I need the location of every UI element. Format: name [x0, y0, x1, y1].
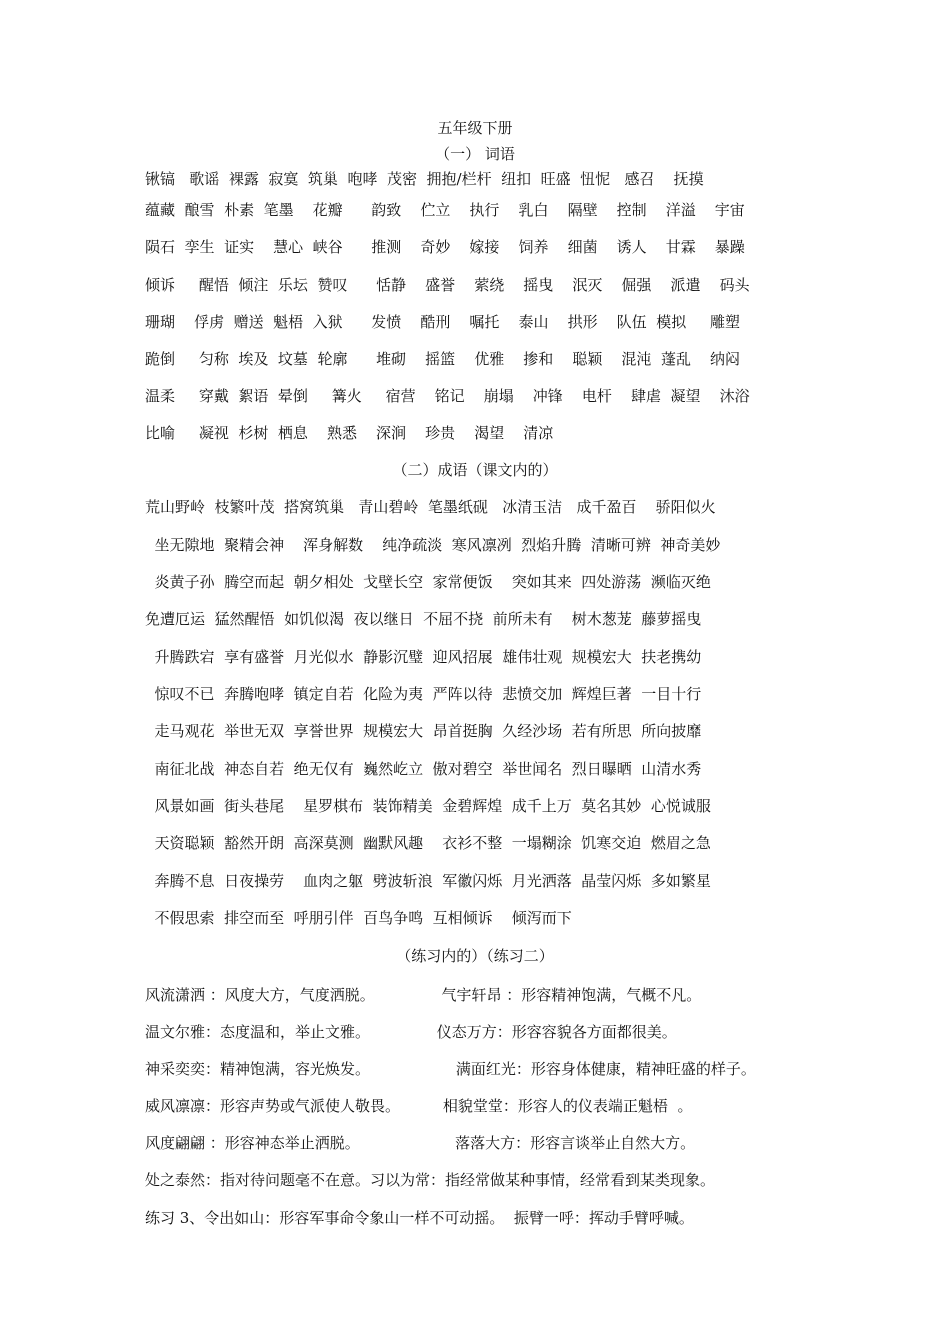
section-heading-exercises: （练习内的）（练习二）: [396, 947, 554, 965]
definition-line: 风度翩翩 ：形容神态举止洒脱。 落落大方：形容言谈举止自然大方。: [145, 1134, 696, 1152]
page-title: 五年级下册: [437, 119, 513, 137]
idiom-line: 不假思索 排空而至 呼朋引伴 百鸟争鸣 互相倾诉 倾泻而下: [145, 909, 572, 927]
vocab-line: 蕴藏 酿雪 朴素 笔墨 花瓣 韵致 伫立 执行 乳白 隔壁 控制 洋溢 宇宙: [145, 201, 745, 219]
vocab-line: 比喻 凝视 杉树 栖息 熟悉 深涧 珍贵 渴望 清凉: [145, 424, 554, 442]
idiom-line: 升腾跌宕 享有盛誉 月光似水 静影沉璧 迎风招展 雄伟壮观 规模宏大 扶老携幼: [145, 648, 702, 666]
idiom-line: 惊叹不已 奔腾咆哮 镇定自若 化险为夷 严阵以待 悲愤交加 辉煌巨著 一目十行: [145, 685, 702, 703]
definition-line: 练习 3、令出如山：形容军事命令象山一样不可动摇。 振臂一呼：挥动手臂呼喊。: [145, 1209, 694, 1227]
section-heading-vocab: （一） 词语: [435, 145, 515, 163]
idiom-line: 免遭厄运 猛然醒悟 如饥似渴 夜以继日 不屈不挠 前所未有 树木葱茏 藤萝摇曳: [145, 610, 702, 628]
section-heading-idioms: （二）成语（课文内的）: [392, 461, 558, 479]
vocab-line: 陨石 孪生 证实 慧心 峡谷 推测 奇妙 嫁接 饲养 细菌 诱人 甘霖 暴躁: [145, 238, 745, 256]
definition-line: 处之泰然：指对待问题毫不在意。习以为常：指经常做某种事情，经常看到某类现象。: [145, 1171, 716, 1189]
idiom-line: 天资聪颖 豁然开朗 高深莫测 幽默风趣 衣衫不整 一塌糊涂 饥寒交迫 燃眉之急: [145, 834, 711, 852]
definition-line: 神采奕奕：精神饱满，容光焕发。 满面红光：形容身体健康，精神旺盛的样子。: [145, 1060, 756, 1078]
definition-line: 温文尔雅：态度温和，举止文雅。 仪态万方：形容容貌各方面都很美。: [145, 1023, 677, 1041]
vocab-line: 温柔 穿戴 絮语 晕倒 篝火 宿营 铭记 崩塌 冲锋 电杆 肆虐 凝望 沐浴: [145, 387, 750, 405]
idiom-line: 奔腾不息 日夜操劳 血肉之躯 劈波斩浪 军徽闪烁 月光洒落 晶莹闪烁 多如繁星: [145, 872, 711, 890]
idiom-line: 风景如画 街头巷尾 星罗棋布 装饰精美 金碧辉煌 成千上万 莫名其妙 心悦诚服: [145, 797, 711, 815]
idiom-line: 南征北战 神态自若 绝无仅有 巍然屹立 傲对碧空 举世闻名 烈日曝晒 山清水秀: [145, 760, 702, 778]
idiom-line: 走马观花 举世无双 享誉世界 规模宏大 昂首挺胸 久经沙场 若有所思 所向披靡: [145, 722, 702, 740]
definition-line: 风流潇洒 ：风度大方，气度洒脱。 气宇轩昂 ：形容精神饱满，气概不凡。: [145, 986, 702, 1004]
vocab-line: 珊瑚 俘虏 赠送 魁梧 入狱 发愤 酷刑 嘱托 泰山 拱形 队伍 模拟 雕塑: [145, 313, 741, 331]
idiom-line: 荒山野岭 枝繁叶茂 搭窝筑巢 青山碧岭 笔墨纸砚 冰清玉洁 成千盈百 骄阳似火: [145, 498, 716, 516]
vocab-line: 锹镐 歌谣 裸露 寂寞 筑巢 咆哮 茂密 拥抱/栏杆 纽扣 旺盛 忸怩 感召 抚摸: [145, 170, 704, 188]
idiom-line: 坐无隙地 聚精会神 浑身解数 纯净疏淡 寒风凛冽 烈焰升腾 清晰可辨 神奇美妙: [145, 536, 721, 554]
definition-line: 威风凛凛：形容声势或气派使人敬畏。 相貌堂堂：形容人的仪表端正魁梧 。: [145, 1097, 693, 1115]
vocab-line: 倾诉 醒悟 倾注 乐坛 赞叹 恬静 盛誉 萦绕 摇曳 泯灭 倔强 派遣 码头: [145, 276, 750, 294]
idiom-line: 炎黄子孙 腾空而起 朝夕相处 戈壁长空 家常便饭 突如其来 四处游荡 濒临灭绝: [145, 573, 711, 591]
vocab-line: 跪倒 匀称 埃及 坟墓 轮廓 堆砌 摇篮 优雅 掺和 聪颖 混沌 蓬乱 纳闷: [145, 350, 741, 368]
